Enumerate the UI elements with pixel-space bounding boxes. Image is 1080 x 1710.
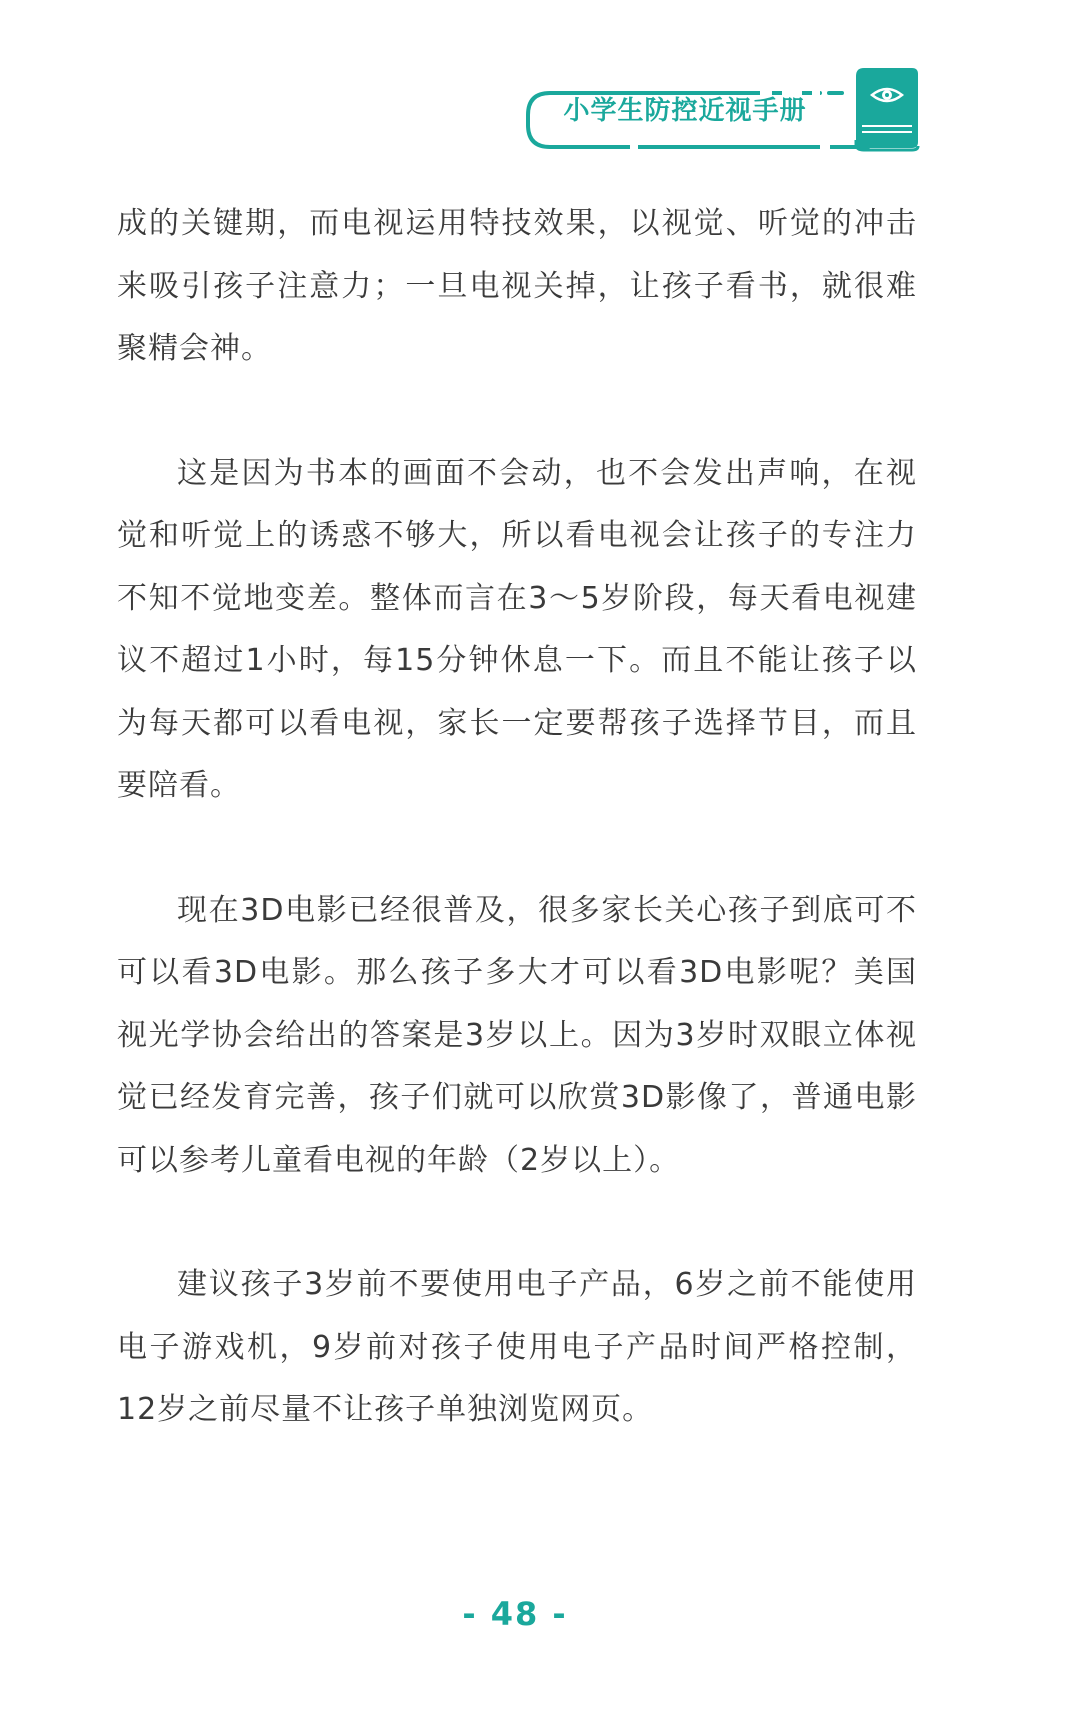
paragraph-3: 现在3D电影已经很普及，很多家长关心孩子到底可不可以看3D电影。那么孩子多大才可以看3D电影呢？美国视光学协会给出的答案是3岁以上。因为3岁时双眼立体视觉已经发育完善，孩子们就可以欣赏3D影像了，普通电影可以参考儿童看电视的年龄（2岁以上）。: [117, 892, 917, 1178]
paragraph-1: 成的关键期，而电视运用特技效果，以视觉、听觉的冲击来吸引孩子注意力；一旦电视关掉，让孩子看书，就很难聚精会神。: [117, 206, 917, 366]
paragraph-2: 这是因为书本的画面不会动，也不会发出声响，在视觉和听觉上的诱惑不够大，所以看电视会让孩子的专注力不知不觉地变差。整体而言在3～5岁阶段，每天看电视建议不超过1小时，每15分钟休息一下。而且不能让孩子以为每天都可以看电视，家长一定要帮孩子选择节目，而且要陪看。: [117, 455, 917, 803]
paragraph-4: 建议孩子3岁前不要使用电子产品，6岁之前不能使用电子游戏机，9岁前对孩子使用电子产品时间严格控制，12岁之前尽量不让孩子单独浏览网页。: [117, 1267, 917, 1427]
page-number: - 48 -: [462, 1595, 568, 1633]
header-title: 小学生防控近视手册: [563, 96, 807, 126]
paragraph-spacer: [117, 818, 917, 880]
paragraph-spacer: [117, 381, 917, 443]
paragraph-spacer: [117, 1192, 917, 1254]
header-badge: [520, 68, 922, 150]
body-content: [117, 193, 917, 1442]
